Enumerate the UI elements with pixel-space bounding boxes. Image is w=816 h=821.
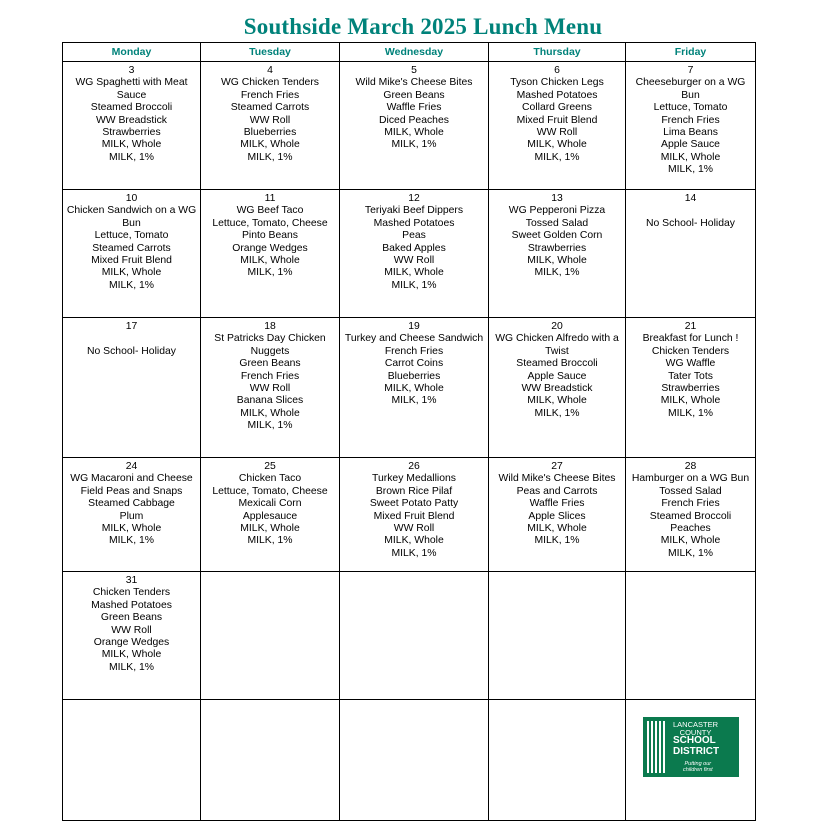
day-cell [201,572,340,700]
menu-item: WW Roll [393,255,435,267]
day-number: 28 [684,461,697,472]
day-number: 3 [128,65,135,76]
menu-item: Mixed Fruit Blend [91,255,172,267]
menu-item: Peas [402,230,426,242]
menu-item: Blueberries [243,127,297,139]
menu-item: Steamed Carrots [230,102,310,114]
menu-item: MILK, Whole [527,395,587,407]
menu-item: Hamburger on a WG Bun [631,473,750,485]
logo-bars-icon [647,721,669,773]
menu-item: Apple Sauce [527,370,587,382]
day-content [63,190,200,292]
menu-item: MILK, 1% [667,164,714,176]
menu-item: WG Waffle [665,358,716,370]
menu-item: Blueberries [387,370,441,382]
day-number: 4 [267,65,273,76]
menu-item: WW Roll [249,383,291,395]
menu-item: French Fries [240,89,300,101]
menu-item: Sauce [116,89,147,101]
menu-item: Mashed Potatoes [516,89,598,101]
menu-item: Tossed Salad [659,485,722,497]
day-cell [340,190,489,318]
day-number: 6 [554,65,560,76]
menu-item: Wild Mike's Cheese Bites [355,77,473,89]
day-cell [626,458,756,572]
day-content [63,458,200,548]
menu-item: Wild Mike's Cheese Bites [498,473,616,485]
day-number: 10 [125,193,138,204]
menu-item: French Fries [384,345,444,357]
menu-item: Cheeseburger on a WG [635,77,746,89]
menu-item: MILK, 1% [247,420,293,432]
menu-item: Breakfast for Lunch ! [642,333,739,345]
day-cell [63,318,201,458]
menu-item: Steamed Cabbage [88,498,175,510]
day-cell [626,572,756,700]
district-logo [643,717,739,777]
menu-item: Bun [122,217,141,229]
menu-item: WW Breadstick [95,114,167,126]
menu-item: Orange Wedges [93,637,170,649]
day-number: 21 [684,321,697,332]
menu-item: Waffle Fries [529,498,585,510]
menu-item: French Fries [240,370,300,382]
day-cell [489,62,626,190]
day-cell [201,458,340,572]
day-cell [201,700,340,821]
menu-item: WG Beef Taco [236,205,304,217]
day-cell [63,700,201,821]
menu-item: MILK, 1% [108,151,155,163]
menu-item: Chicken Tenders [651,345,730,357]
logo-text: SCHOOL [673,735,716,746]
logo-tagline: children first [683,767,713,773]
menu-item: French Fries [661,498,720,510]
menu-item: Mashed Potatoes [91,599,172,611]
weekday-header: Monday [63,43,201,62]
menu-item: Chicken Taco [238,473,302,485]
menu-item: MILK, Whole [384,383,444,395]
menu-item: Brown Rice Pilaf [375,485,453,497]
menu-item: Steamed Broccoli [90,102,173,114]
menu-item: WG Macaroni and Cheese [70,473,193,485]
menu-item: Lettuce, Tomato [94,230,169,242]
menu-item: Steamed Carrots [92,242,171,254]
menu-item: Strawberries [102,127,161,139]
menu-item: MILK, 1% [534,407,580,419]
day-content [63,62,200,164]
day-number: 18 [264,321,276,332]
menu-item: MILK, 1% [391,395,437,407]
menu-item: St Patricks Day Chicken [214,333,326,345]
week-row [63,318,756,458]
day-content [626,62,755,177]
menu-item: Pinto Beans [241,230,299,242]
menu-item: Teriyaki Beef Dippers [364,205,464,217]
menu-item: MILK, 1% [534,151,580,163]
menu-item: MILK, Whole [384,267,444,279]
logo-text: COUNTY [679,727,712,737]
menu-item: MILK, 1% [391,279,437,291]
logo-text: DISTRICT [673,746,720,757]
day-content [340,62,488,152]
menu-item: Strawberries [661,383,720,395]
day-cell [489,700,626,821]
menu-item: WW Roll [536,127,578,139]
menu-item: MILK, 1% [247,151,293,163]
menu-item: French Fries [661,114,720,126]
menu-item: MILK, Whole [660,395,721,407]
day-content [63,572,200,674]
day-cell [63,572,201,700]
day-cell [626,62,756,190]
menu-item: Tater Tots [668,370,713,382]
menu-item: MILK, Whole [240,523,300,535]
menu-item: Chicken Sandwich on a WG [66,205,197,217]
menu-calendar [62,42,756,821]
menu-item: Orange Wedges [232,242,308,254]
menu-item: Apple Sauce [661,139,720,151]
menu-item: Tossed Salad [525,217,589,229]
day-number: 13 [551,193,563,204]
day-cell [340,458,489,572]
day-number: 12 [408,193,420,204]
weekday-header: Tuesday [201,43,340,62]
menu-item: MILK, Whole [660,151,721,163]
menu-item: Mexicali Corn [238,498,302,510]
menu-item: MILK, Whole [101,267,162,279]
menu-item: Field Peas and Snaps [80,485,183,497]
day-cell [340,318,489,458]
day-number: 14 [684,193,697,204]
day-content [340,190,488,292]
holiday-note: No School- Holiday [646,218,735,230]
day-cell [201,62,340,190]
menu-item: Twist [545,345,569,357]
menu-item: Plum [119,510,144,522]
menu-item: Steamed Broccoli [649,510,732,522]
menu-item: MILK, 1% [667,407,714,419]
menu-item: Mixed Fruit Blend [373,510,455,522]
menu-item: MILK, Whole [527,523,587,535]
menu-item: Waffle Fries [386,102,442,114]
menu-item: MILK, 1% [108,535,155,547]
day-number: 24 [125,461,138,472]
menu-item: MILK, Whole [527,139,587,151]
menu-item: MILK, Whole [240,255,300,267]
menu-item: MILK, Whole [101,139,162,151]
weekday-header: Wednesday [340,43,489,62]
weekday-header: Friday [626,43,756,62]
menu-item: WG Spaghetti with Meat [75,77,188,89]
week-row [63,458,756,572]
menu-item: MILK, Whole [527,255,587,267]
day-content [201,318,339,433]
week-row [63,572,756,700]
menu-item: Lettuce, Tomato, Cheese [212,217,328,229]
menu-item: WW Roll [111,624,152,636]
menu-item: Green Beans [239,358,301,370]
menu-item: WG Chicken Tenders [221,77,319,89]
menu-item: Mixed Fruit Blend [516,114,598,126]
menu-item: Tyson Chicken Legs [510,77,604,89]
holiday-note: No School- Holiday [87,346,176,358]
week-row [63,700,756,821]
menu-item: Lettuce, Tomato, Cheese [212,485,328,497]
day-number: 27 [551,461,563,472]
menu-item: WG Chicken Alfredo with a [495,333,619,345]
day-content [626,458,755,560]
day-cell [626,318,756,458]
menu-item: MILK, 1% [534,535,580,547]
day-cell [489,572,626,700]
menu-item: Collard Greens [522,102,592,114]
menu-item: Peaches [670,523,711,535]
menu-item: MILK, Whole [660,535,721,547]
day-cell [201,190,340,318]
menu-item: Sweet Golden Corn [511,230,603,242]
logo-tagline: Putting our [684,761,712,767]
page-title: Southside March 2025 Lunch Menu [243,14,603,39]
menu-item: Mashed Potatoes [373,217,455,229]
day-content [489,458,625,548]
menu-item: Baked Apples [382,242,446,254]
menu-item: MILK, Whole [384,535,444,547]
menu-item: MILK, Whole [101,523,162,535]
day-content [201,190,339,280]
day-cell [201,318,340,458]
day-cell [63,62,201,190]
menu-item: Chicken Tenders [92,587,171,599]
menu-item: MILK, Whole [101,649,162,661]
menu-item: Diced Peaches [379,114,449,126]
menu-item: Strawberries [527,242,587,254]
weekday-header-row [63,43,756,62]
day-cell [489,458,626,572]
day-number: 19 [408,321,420,332]
day-content [201,458,339,548]
menu-item: Sweet Potato Patty [369,498,459,510]
day-content [489,62,625,164]
day-content [626,190,755,231]
menu-item: MILK, Whole [240,139,300,151]
menu-item: Nuggets [250,345,290,357]
menu-item: Apple Slices [528,510,586,522]
day-number: 31 [125,575,138,586]
day-content [626,318,755,420]
menu-item: MILK, 1% [108,279,155,291]
day-content [340,318,488,408]
menu-item: Carrot Coins [384,358,444,370]
day-cell [63,458,201,572]
day-content [201,62,339,164]
day-cell [626,190,756,318]
day-number: 20 [551,321,563,332]
menu-item: WW Breadstick [521,383,593,395]
weekday-header: Thursday [489,43,626,62]
menu-item: Turkey Medallions [372,473,456,485]
menu-item: Applesauce [242,510,298,522]
menu-item: Lettuce, Tomato [653,102,728,114]
week-row [63,190,756,318]
day-content [489,190,625,280]
menu-item: MILK, 1% [534,267,580,279]
menu-item: MILK, 1% [391,139,437,151]
menu-item: WG Pepperoni Pizza [508,205,606,217]
menu-item: MILK, Whole [384,127,444,139]
menu-item: MILK, 1% [108,661,155,673]
menu-item: MILK, Whole [240,407,300,419]
week-row [63,62,756,190]
menu-item: WW Roll [393,523,435,535]
day-number: 25 [264,461,276,472]
menu-item: MILK, 1% [667,547,714,559]
menu-item: MILK, 1% [391,547,437,559]
menu-item: Turkey and Cheese Sandwich [344,333,484,345]
menu-item: Green Beans [383,89,445,101]
day-cell [626,700,756,821]
day-number: 17 [125,321,138,332]
day-content [340,458,488,560]
day-number: 5 [411,65,417,76]
day-cell [340,572,489,700]
day-number: 26 [408,461,420,472]
menu-item: MILK, 1% [247,535,293,547]
menu-item: Lima Beans [663,127,718,139]
menu-item: Steamed Broccoli [516,358,598,370]
day-cell [340,700,489,821]
menu-item: MILK, 1% [247,267,293,279]
day-number: 7 [687,65,694,76]
menu-item: WW Roll [249,114,291,126]
day-cell [63,190,201,318]
day-cell [489,318,626,458]
day-cell [340,62,489,190]
menu-item: Bun [681,89,700,101]
day-content [489,318,625,420]
logo-text: LANCASTER [673,720,719,729]
menu-item: Banana Slices [236,395,304,407]
menu-item: Green Beans [100,612,163,624]
day-cell [489,190,626,318]
menu-item: Peas and Carrots [516,485,598,497]
day-number: 11 [264,193,276,204]
day-content [63,318,200,359]
